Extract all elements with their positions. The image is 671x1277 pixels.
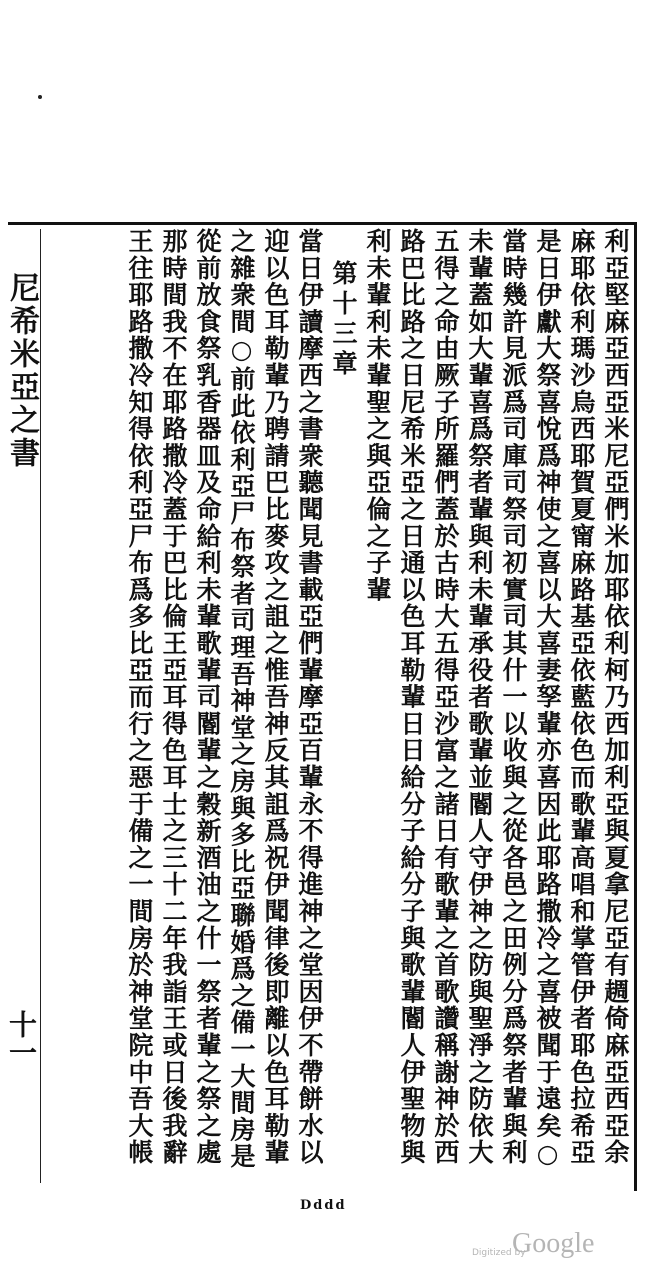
text-column: 王往耶路撒冷知得依利亞尸布爲多比亞而行之惡于備之一間房於神堂院中吾大帳 xyxy=(125,228,154,1166)
text-column: 那時間我不在耶路撒冷蓋于巴比倫王亞耳得色耳士之三十二年我詣王或日後我辭 xyxy=(159,228,188,1166)
text-column: 當日伊讀摩西之書衆聽聞見書載亞們輩摩亞百輩永不得進神之堂因伊不帶餅水以 xyxy=(295,228,324,1166)
google-logo: Google xyxy=(512,1228,595,1259)
text-column: 當時幾許見派爲司庫司祭司初實司其什一以收與之從各邑之田例分爲祭者輩與利 xyxy=(499,228,528,1166)
text-column: 未輩蓋如大輩喜爲祭者輩與利未輩承役者歌輩並閽人守伊神之防與聖淨之防依大 xyxy=(465,228,494,1166)
text-column: 迎以色耳勒輩乃聘請巴比麥攻之詛之惟吾神反其詛爲祝伊聞律後即離以色耳勒輩 xyxy=(261,228,290,1166)
ink-speck xyxy=(38,95,42,99)
text-column: 路巴比路之日尼希米亞之日通以色耳勒輩日日給分子給分子與歌輩閽人伊聖物與 xyxy=(397,228,426,1166)
text-column: 五得之命由厥子所羅們蓋於古時大五得亞沙富之諸日有歌輩之首歌讚稱謝神於西 xyxy=(431,228,460,1166)
running-head: 尼希米亞之書 xyxy=(4,272,39,470)
text-column: 是日伊獻大祭喜悅爲神使之喜以大喜妻孥輩亦喜因此耶路撒冷之喜被聞于遠矣○ xyxy=(533,228,562,1170)
body-text xyxy=(36,228,632,1178)
text-column: 利未輩利未輩聖之與亞倫之子輩 xyxy=(363,228,392,604)
chapter-heading: 第十三章 xyxy=(329,260,358,380)
watermark-prefix: Digitized by xyxy=(472,1248,526,1258)
page-number: 十一 xyxy=(5,1010,38,1066)
text-column: 之雜衆間○前此依利亞尸布祭者司理吾神堂之房與多比亞聯婚爲之備一大間房是 xyxy=(227,228,256,1170)
printer-signature: Dddd xyxy=(300,1198,347,1213)
text-column: 利亞堅麻亞西亞米尼亞們米加耶依利柯乃西加利亞與夏拿尼亞有䞴倚麻亞西亞余 xyxy=(601,228,630,1166)
digitization-watermark xyxy=(460,1228,660,1268)
text-column: 麻耶依利瑪沙烏西耶賀夏甯麻路基亞依藍依色而歌輩高唱和掌管伊者耶色拉希亞 xyxy=(567,228,596,1166)
text-column: 從前放食祭乳香器皿及命給利未輩歌輩司閽輩之穀新酒油之什一祭者輩之祭之處 xyxy=(193,228,222,1166)
